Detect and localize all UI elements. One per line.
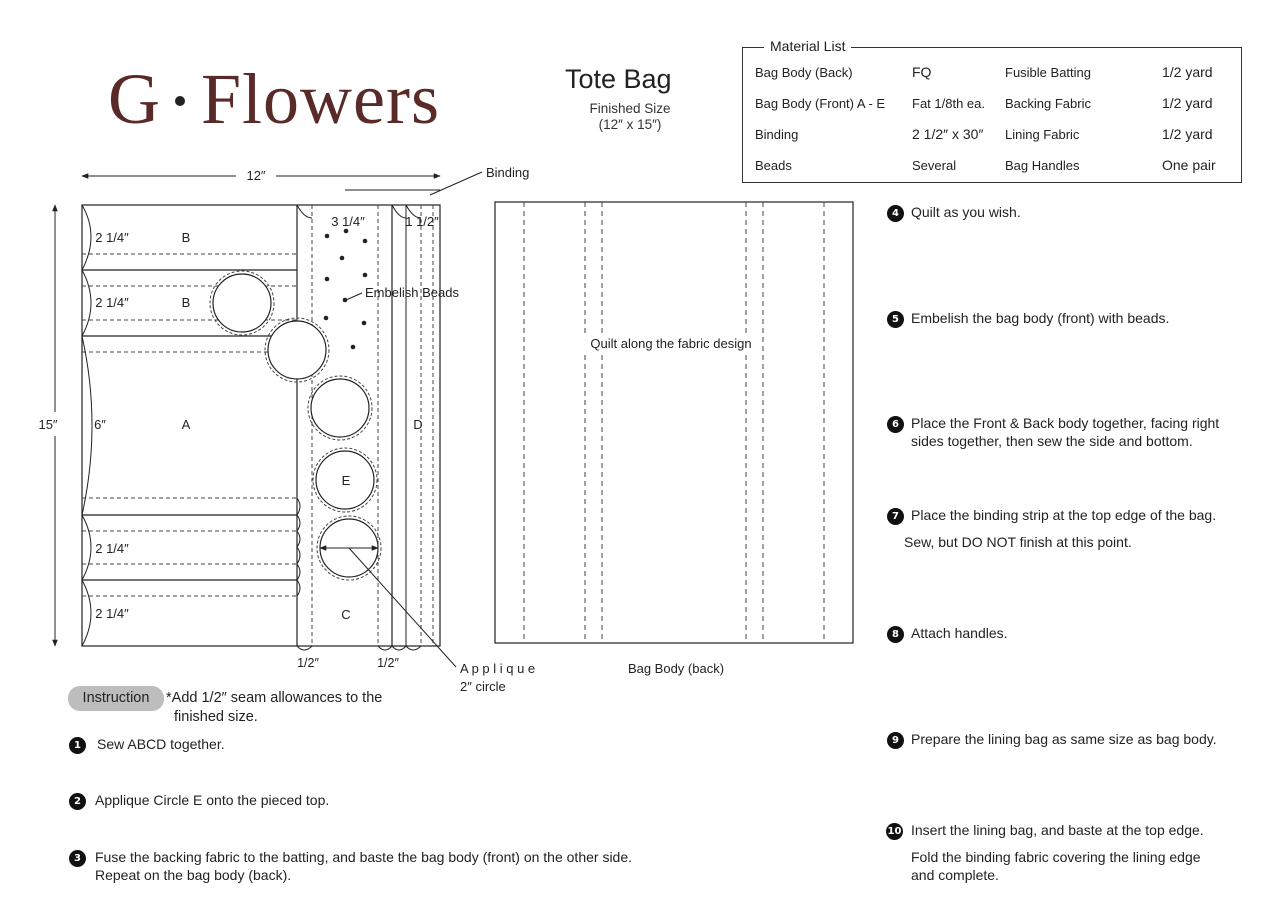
step-7-line1: Place the binding strip at the top edge of the bag. bbox=[911, 507, 1217, 523]
piece-label-b: B bbox=[181, 295, 191, 310]
seam-allowance-note bbox=[166, 689, 382, 727]
binding-callout bbox=[345, 165, 529, 195]
step-10-rest bbox=[911, 849, 1201, 884]
applique-circle bbox=[265, 318, 329, 382]
step-number: 3 bbox=[69, 850, 86, 867]
applique-circle bbox=[308, 376, 372, 440]
step-1-text: Sew ABCD together. bbox=[97, 736, 225, 752]
material-qty: 1/2 yard bbox=[1162, 126, 1213, 142]
note-line: *Add 1/2″ seam allowances to the bbox=[166, 690, 383, 706]
back-caption: Bag Body (back) bbox=[627, 661, 725, 676]
step-number: 10 bbox=[886, 823, 903, 840]
step-number: 5 bbox=[887, 311, 904, 328]
seam-label: 1/2″ bbox=[377, 656, 399, 670]
piece-label-c: C bbox=[341, 607, 351, 622]
step-3-text bbox=[95, 849, 632, 884]
applique-label: A p p l i q u e bbox=[460, 661, 536, 676]
row-height-label: 2 1/4″ bbox=[95, 295, 129, 310]
col-d-width: 1 1/2″ bbox=[405, 214, 439, 229]
material-item: Bag Handles bbox=[1005, 158, 1080, 173]
height-dimension bbox=[38, 205, 57, 646]
col-c-width: 3 1/4″ bbox=[331, 214, 365, 229]
step-line: and complete. bbox=[911, 866, 999, 883]
step-number: 7 bbox=[887, 508, 904, 525]
piece-label-e: E bbox=[341, 473, 351, 488]
material-item: Beads bbox=[755, 158, 792, 173]
applique-circle bbox=[210, 271, 274, 335]
material-list-legend: Material List bbox=[764, 38, 851, 54]
step-5-text: Embelish the bag body (front) with beads. bbox=[911, 310, 1170, 326]
step-4-text: Quilt as you wish. bbox=[911, 204, 1021, 220]
step-7-line2: Sew, but DO NOT finish at this point. bbox=[904, 534, 1132, 550]
material-item: Bag Body (Back) bbox=[755, 65, 853, 80]
instruction-badge: Instruction bbox=[68, 686, 164, 711]
step-line: Fold the binding fabric covering the lining edge bbox=[911, 849, 1201, 865]
step-8-text: Attach handles. bbox=[911, 625, 1008, 641]
logo-word: Flowers bbox=[201, 59, 440, 139]
step-number: 2 bbox=[69, 793, 86, 810]
width-label: 12″ bbox=[246, 168, 266, 183]
material-qty: 1/2 yard bbox=[1162, 95, 1213, 111]
material-qty: 2 1/2″ x 30″ bbox=[912, 126, 984, 142]
material-item: Backing Fabric bbox=[1005, 96, 1091, 111]
step-line: Repeat on the bag body (back). bbox=[95, 866, 292, 883]
material-item: Lining Fabric bbox=[1005, 127, 1080, 142]
page-title: Tote Bag bbox=[565, 64, 672, 94]
row-height-label: 2 1/4″ bbox=[95, 230, 129, 245]
material-qty: One pair bbox=[1162, 157, 1216, 173]
embellish-label: Embelish Beads bbox=[365, 285, 459, 300]
step-number: 8 bbox=[887, 626, 904, 643]
piece-label-d: D bbox=[413, 417, 423, 432]
step-number: 9 bbox=[887, 732, 904, 749]
step-number: 4 bbox=[887, 205, 904, 222]
note-line: finished size. bbox=[174, 709, 258, 725]
step-2-text: Applique Circle E onto the pieced top. bbox=[95, 792, 330, 808]
step-line: Place the Front & Back body together, facing right bbox=[911, 415, 1220, 431]
material-qty: Fat 1/8th ea. bbox=[912, 96, 985, 111]
height-label: 15″ bbox=[38, 417, 58, 432]
step-6-text bbox=[911, 415, 1219, 450]
piece-label-a: A bbox=[181, 417, 191, 432]
bag-back-diagram bbox=[495, 202, 853, 676]
material-item: Fusible Batting bbox=[1005, 65, 1091, 80]
step-line: sides together, then sew the side and bottom. bbox=[911, 432, 1193, 449]
width-dimension bbox=[82, 168, 440, 183]
material-qty: FQ bbox=[912, 64, 932, 80]
quilt-label: Quilt along the fabric design bbox=[590, 336, 752, 351]
material-item: Bag Body (Front) A - E bbox=[755, 96, 886, 111]
material-qty: Several bbox=[912, 158, 957, 173]
step-line: Fuse the backing fabric to the batting, and baste the bag body (front) on the other side. bbox=[95, 849, 633, 865]
applique-size: 2″ circle bbox=[460, 679, 506, 694]
material-item: Binding bbox=[755, 127, 799, 142]
step-9-text: Prepare the lining bag as same size as bag body. bbox=[911, 731, 1217, 747]
step-number: 6 bbox=[887, 416, 904, 433]
beads bbox=[324, 229, 368, 350]
bag-front-diagram bbox=[82, 205, 535, 694]
finished-size-value: (12″ x 15″) bbox=[598, 117, 662, 132]
finished-size-label: Finished Size bbox=[589, 101, 671, 116]
material-qty: 1/2 yard bbox=[1162, 64, 1213, 80]
logo-letter: G bbox=[108, 59, 161, 139]
step-10-line1: Insert the lining bag, and baste at the top edge. bbox=[911, 822, 1204, 838]
row-height-label: 2 1/4″ bbox=[95, 606, 129, 621]
binding-label: Binding bbox=[486, 165, 530, 180]
step-number: 1 bbox=[69, 737, 86, 754]
piece-label-b: B bbox=[181, 230, 191, 245]
row-height-label: 6″ bbox=[94, 417, 106, 432]
seam-label: 1/2″ bbox=[297, 656, 319, 670]
row-height-label: 2 1/4″ bbox=[95, 541, 129, 556]
